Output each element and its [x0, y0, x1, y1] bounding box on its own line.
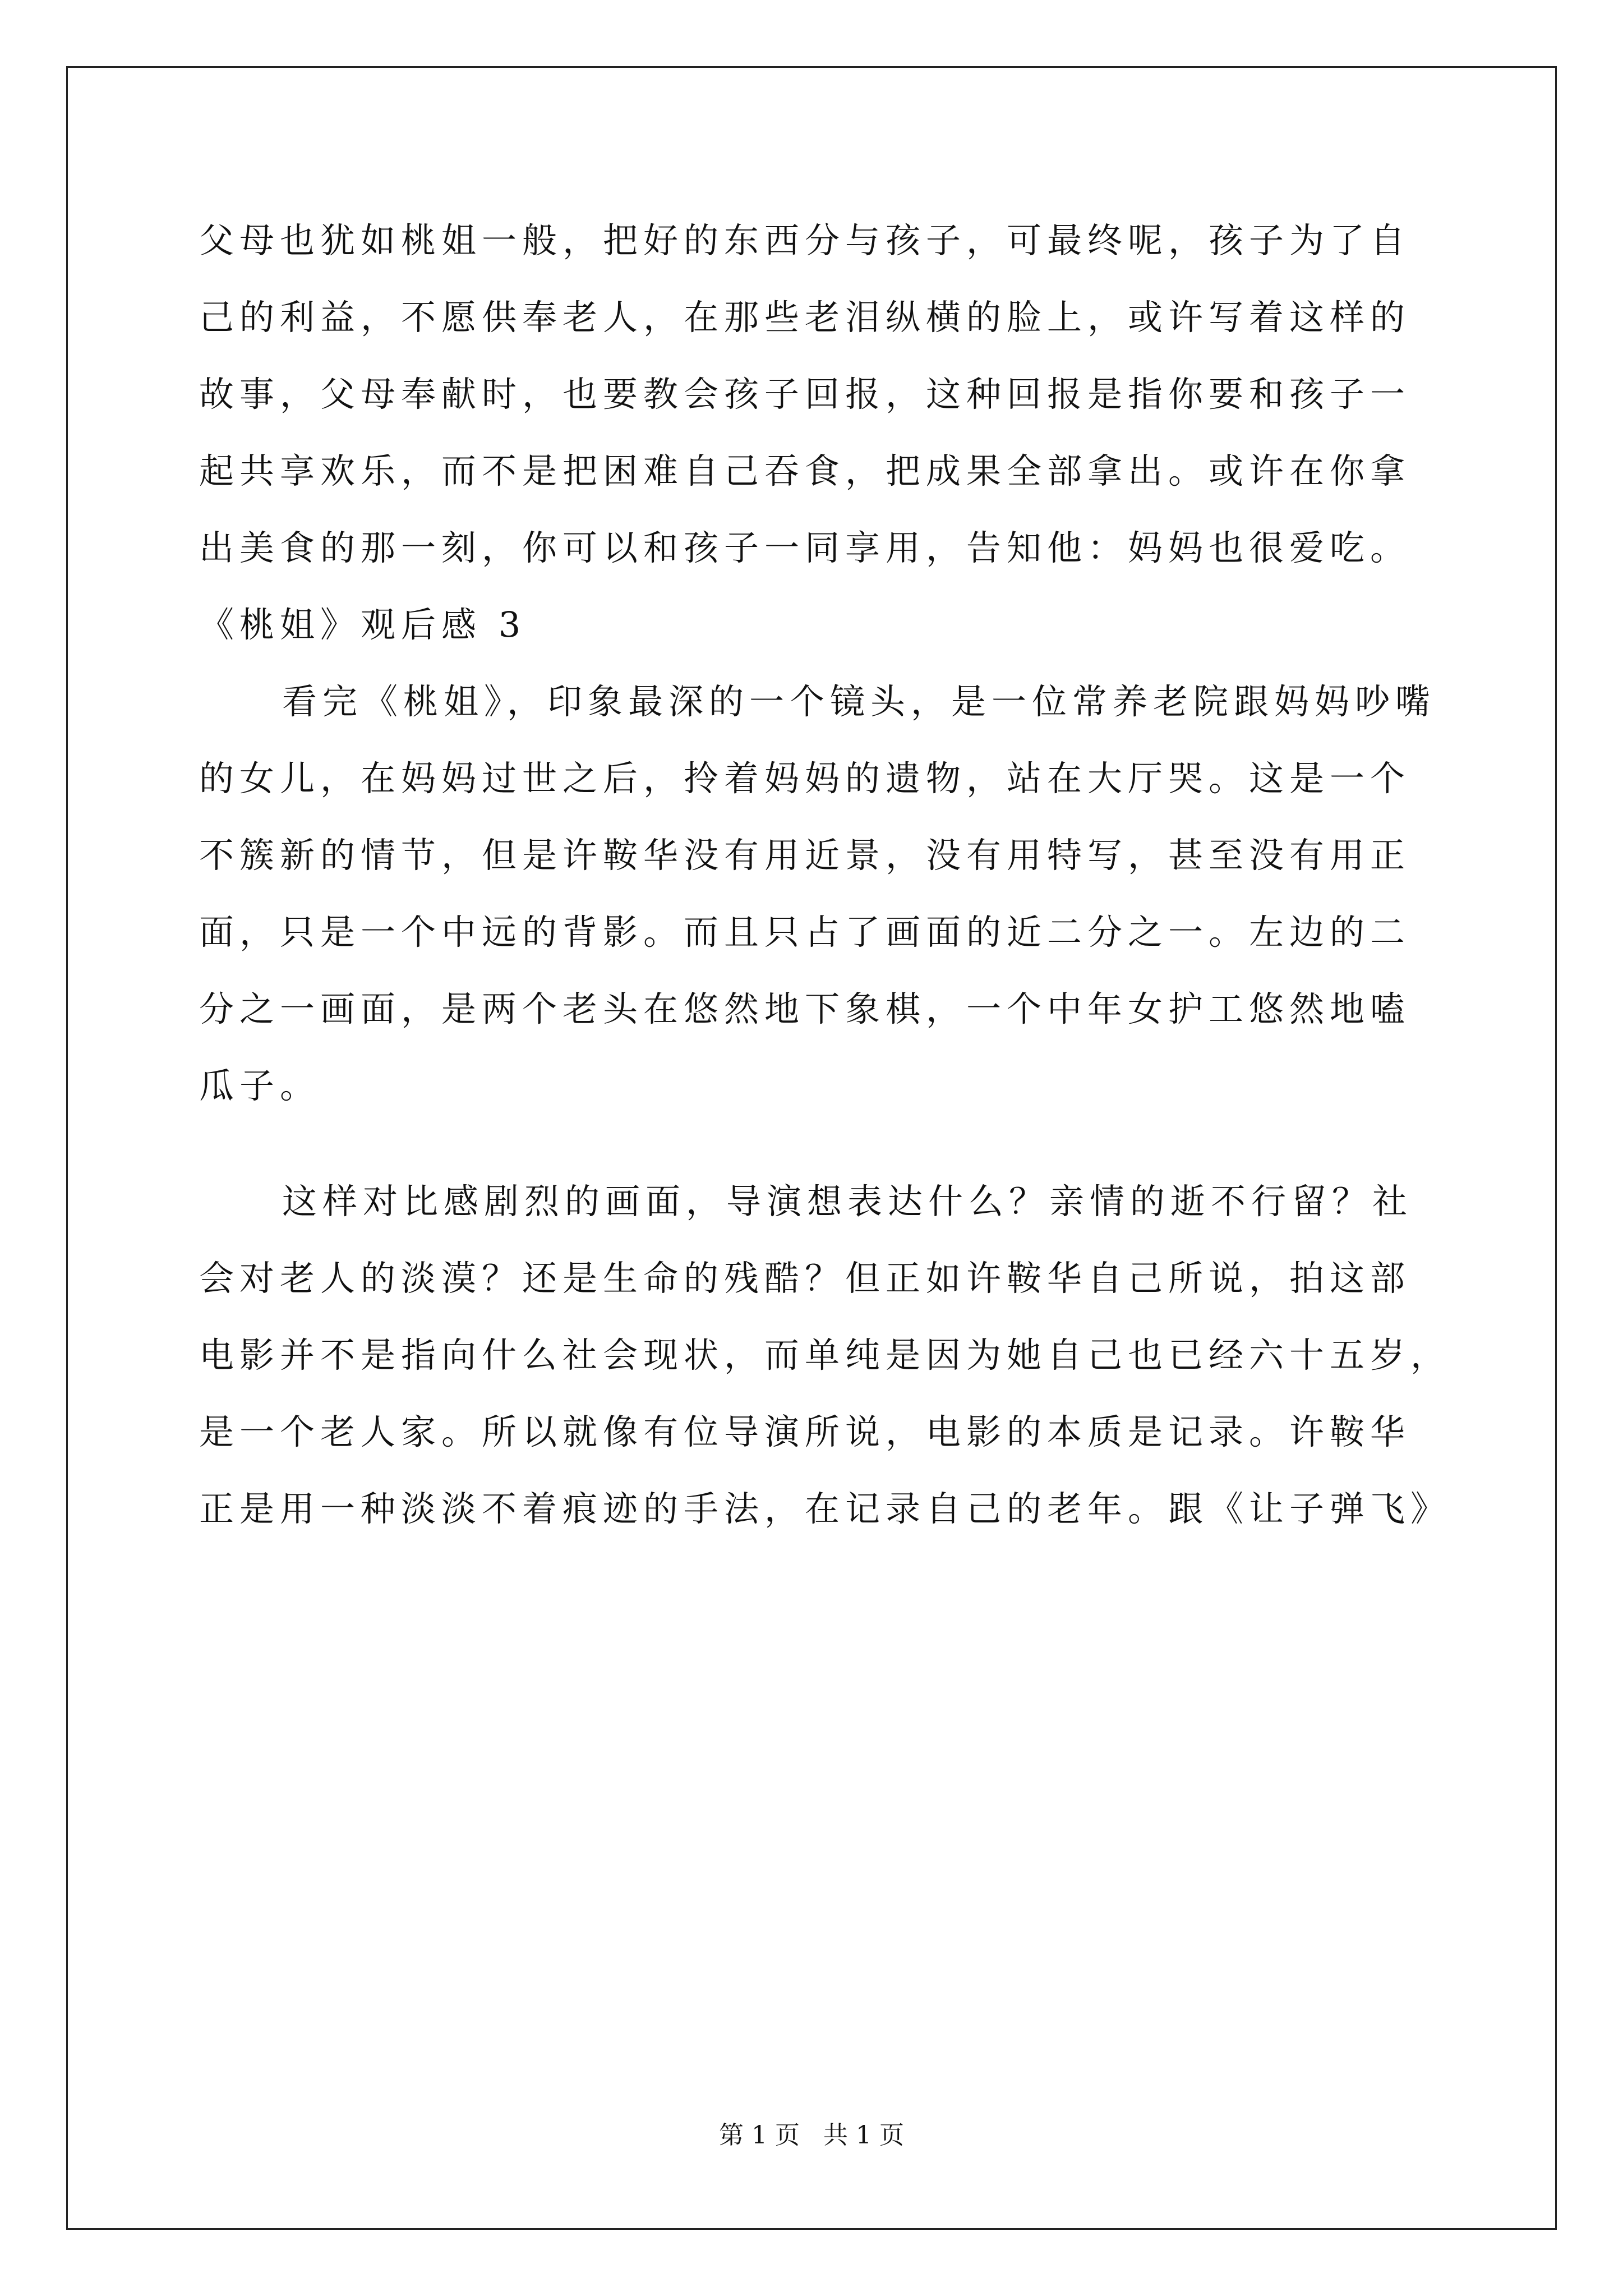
text-line: 面，只是一个中远的背影。而且只占了画面的近二分之一。左边的二 — [199, 912, 1411, 953]
text-line: 电影并不是指向什么社会现状，而单纯是因为她自己也已经六十五岁， — [199, 1335, 1451, 1375]
text-line: 父母也犹如桃姐一般，把好的东西分与孩子，可最终呢，孩子为了自 — [199, 220, 1411, 261]
text-line: 分之一画面，是两个老头在悠然地下象棋，一个中年女护工悠然地嗑 — [199, 988, 1411, 1029]
section-heading: 《桃姐》观后感 3 — [199, 604, 527, 645]
paragraph-1 — [199, 220, 1433, 608]
paragraph-3 — [199, 1181, 1451, 1568]
text-line: 是一个老人家。所以就像有位导演所说，电影的本质是记录。许鞍华 — [199, 1411, 1411, 1452]
text-line: 看完《桃姐》，印象最深的一个镜头，是一位常养老院跟妈妈吵嘴 — [282, 681, 1436, 722]
paragraph-spacer — [199, 1145, 1433, 1184]
text-line: 己的利益，不愿供奉老人，在那些老泪纵横的脸上，或许写着这样的 — [199, 297, 1411, 338]
text-line: 出美食的那一刻，你可以和孩子一同享用，告知他：妈妈也很爱吃。 — [199, 527, 1411, 568]
page-number-footer: 第 1 页 共 1 页 — [719, 2121, 904, 2150]
text-line: 正是用一种淡淡不着痕迹的手法，在记录自己的老年。跟《让子弹飞》 — [199, 1488, 1451, 1529]
text-line: 这样对比感剧烈的画面，导演想表达什么？亲情的逝不行留？社 — [282, 1181, 1413, 1222]
text-line: 起共享欢乐，而不是把困难自己吞食，把成果全部拿出。或许在你拿 — [199, 450, 1411, 491]
text-line: 故事，父母奉献时，也要教会孩子回报，这种回报是指你要和孩子一 — [199, 374, 1411, 415]
paragraph-2 — [199, 681, 1436, 1145]
text-line: 瓜子。 — [199, 1065, 321, 1106]
text-line: 的女儿，在妈妈过世之后，拎着妈妈的遗物，站在大厅哭。这是一个 — [199, 758, 1411, 799]
text-line: 会对老人的淡漠？还是生命的残酷？但正如许鞍华自己所说，拍这部 — [199, 1258, 1411, 1299]
text-line: 不簇新的情节，但是许鞍华没有用近景，没有用特写，甚至没有用正 — [199, 835, 1411, 876]
document-body — [199, 220, 1451, 1568]
